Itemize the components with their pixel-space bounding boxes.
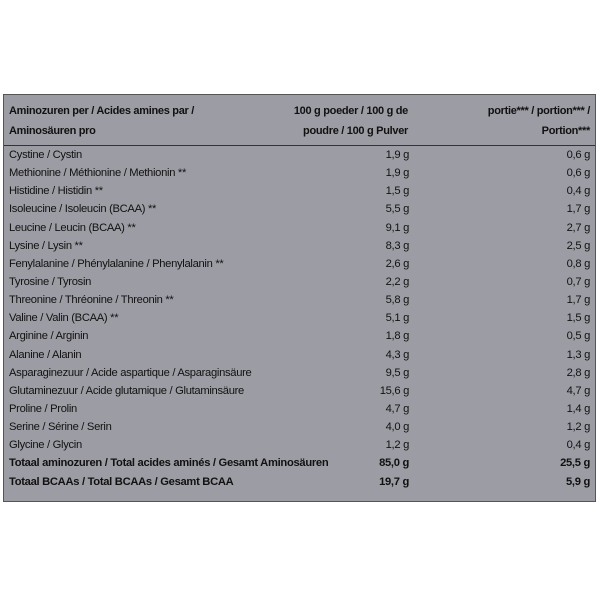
value-per-portion: 5,9 g: [566, 475, 590, 488]
amino-acid-name: Tyrosine / Tyrosin: [9, 275, 92, 288]
value-per-portion: 1,7 g: [566, 203, 590, 216]
table-row: [4, 328, 595, 346]
value-per-portion: 0,8 g: [566, 257, 590, 270]
value-per-portion: 0,4 g: [566, 439, 590, 452]
value-per-portion: 0,4 g: [566, 185, 590, 198]
amino-acid-name: Alanine / Alanin: [9, 348, 82, 361]
amino-acid-table: [3, 94, 596, 502]
table-row: [4, 238, 595, 256]
value-per-100g: 85,0 g: [379, 457, 409, 470]
value-per-100g: 19,7 g: [379, 475, 409, 488]
value-per-100g: 15,6 g: [379, 384, 409, 397]
table-row: [4, 183, 595, 201]
value-per-portion: 25,5 g: [560, 457, 590, 470]
value-per-portion: 1,5 g: [566, 312, 590, 325]
amino-acid-name: Cystine / Cystin: [9, 149, 82, 161]
table-row: [4, 292, 595, 310]
amino-acid-name: Glutaminezuur / Acide glutamique / Glutaminsäure: [9, 384, 244, 397]
value-per-100g: 4,3 g: [385, 348, 409, 361]
table-row: [4, 220, 595, 238]
table-row: [4, 455, 595, 473]
value-per-100g: 1,8 g: [385, 330, 409, 343]
value-per-100g: 5,8 g: [385, 294, 409, 307]
value-per-100g: 1,5 g: [385, 185, 409, 198]
value-per-portion: 0,6 g: [566, 149, 590, 161]
amino-acid-name: Totaal BCAAs / Total BCAAs / Gesamt BCAA: [9, 475, 234, 488]
value-per-portion: 2,8 g: [566, 366, 590, 379]
table-row: [4, 419, 595, 437]
table-body: [4, 147, 595, 492]
amino-acid-name: Totaal aminozuren / Total acides aminés / Gesamt Aminosäuren: [9, 457, 329, 470]
table-row: [4, 347, 595, 365]
column-header-line: poudre / 100 g Pulver: [303, 125, 408, 137]
amino-acid-name: Glycine / Glycin: [9, 439, 82, 452]
amino-acid-name: Serine / Sérine / Serin: [9, 421, 112, 434]
amino-acid-name: Fenylalanine / Phénylalanine / Phenylalanin **: [9, 257, 224, 270]
amino-acid-name: Isoleucine / Isoleucin (BCAA) **: [9, 203, 157, 216]
table-row: [4, 147, 595, 165]
table-row: [4, 383, 595, 401]
value-per-100g: 4,7 g: [385, 402, 409, 415]
table-row: [4, 365, 595, 383]
table-row: [4, 256, 595, 274]
value-per-portion: 2,5 g: [566, 239, 590, 252]
amino-acid-name: Arginine / Arginin: [9, 330, 89, 343]
amino-acid-name: Valine / Valin (BCAA) **: [9, 312, 119, 325]
column-header-line: 100 g poeder / 100 g de: [293, 105, 408, 117]
value-per-100g: 2,2 g: [385, 275, 409, 288]
amino-acid-name: Asparaginezuur / Acide aspartique / Asparaginsäure: [9, 366, 252, 379]
value-per-100g: 9,5 g: [385, 366, 409, 379]
value-per-portion: 1,4 g: [566, 402, 590, 415]
value-per-100g: 1,9 g: [385, 149, 409, 161]
table-header: [4, 95, 595, 146]
value-per-portion: 1,3 g: [566, 348, 590, 361]
value-per-100g: 4,0 g: [385, 421, 409, 434]
column-header-line: Portion***: [541, 125, 590, 137]
table-row: [4, 474, 595, 492]
amino-acid-name: Proline / Prolin: [9, 402, 77, 415]
value-per-100g: 8,3 g: [385, 239, 409, 252]
value-per-portion: 4,7 g: [566, 384, 590, 397]
value-per-portion: 0,6 g: [566, 167, 590, 180]
value-per-portion: 0,7 g: [566, 275, 590, 288]
column-header-line: Aminosäuren pro: [9, 125, 96, 137]
value-per-portion: 1,7 g: [566, 294, 590, 307]
table-row: [4, 165, 595, 183]
value-per-100g: 1,2 g: [385, 439, 409, 452]
column-header-per-100g: [276, 101, 408, 141]
column-header-portion: [459, 101, 590, 141]
table-row: [4, 401, 595, 419]
value-per-100g: 5,1 g: [385, 312, 409, 325]
column-header-line: portie*** / portion*** /: [487, 105, 590, 117]
column-header-line: Aminozuren per / Acides amines par /: [9, 105, 195, 117]
value-per-portion: 0,5 g: [566, 330, 590, 343]
amino-acid-name: Leucine / Leucin (BCAA) **: [9, 221, 136, 234]
table-row: [4, 201, 595, 219]
amino-acid-name: Histidine / Histidin **: [9, 185, 103, 198]
table-row: [4, 310, 595, 328]
table-row: [4, 274, 595, 292]
value-per-portion: 1,2 g: [566, 421, 590, 434]
amino-acid-name: Lysine / Lysin **: [9, 239, 83, 252]
amino-acid-name: Methionine / Méthionine / Methionin **: [9, 167, 187, 180]
value-per-100g: 2,6 g: [385, 257, 409, 270]
value-per-100g: 1,9 g: [385, 167, 409, 180]
value-per-100g: 9,1 g: [385, 221, 409, 234]
amino-acid-name: Threonine / Thréonine / Threonin **: [9, 294, 174, 307]
column-header-amino-acids: [9, 101, 269, 141]
value-per-100g: 5,5 g: [385, 203, 409, 216]
value-per-portion: 2,7 g: [566, 221, 590, 234]
table-row: [4, 437, 595, 455]
